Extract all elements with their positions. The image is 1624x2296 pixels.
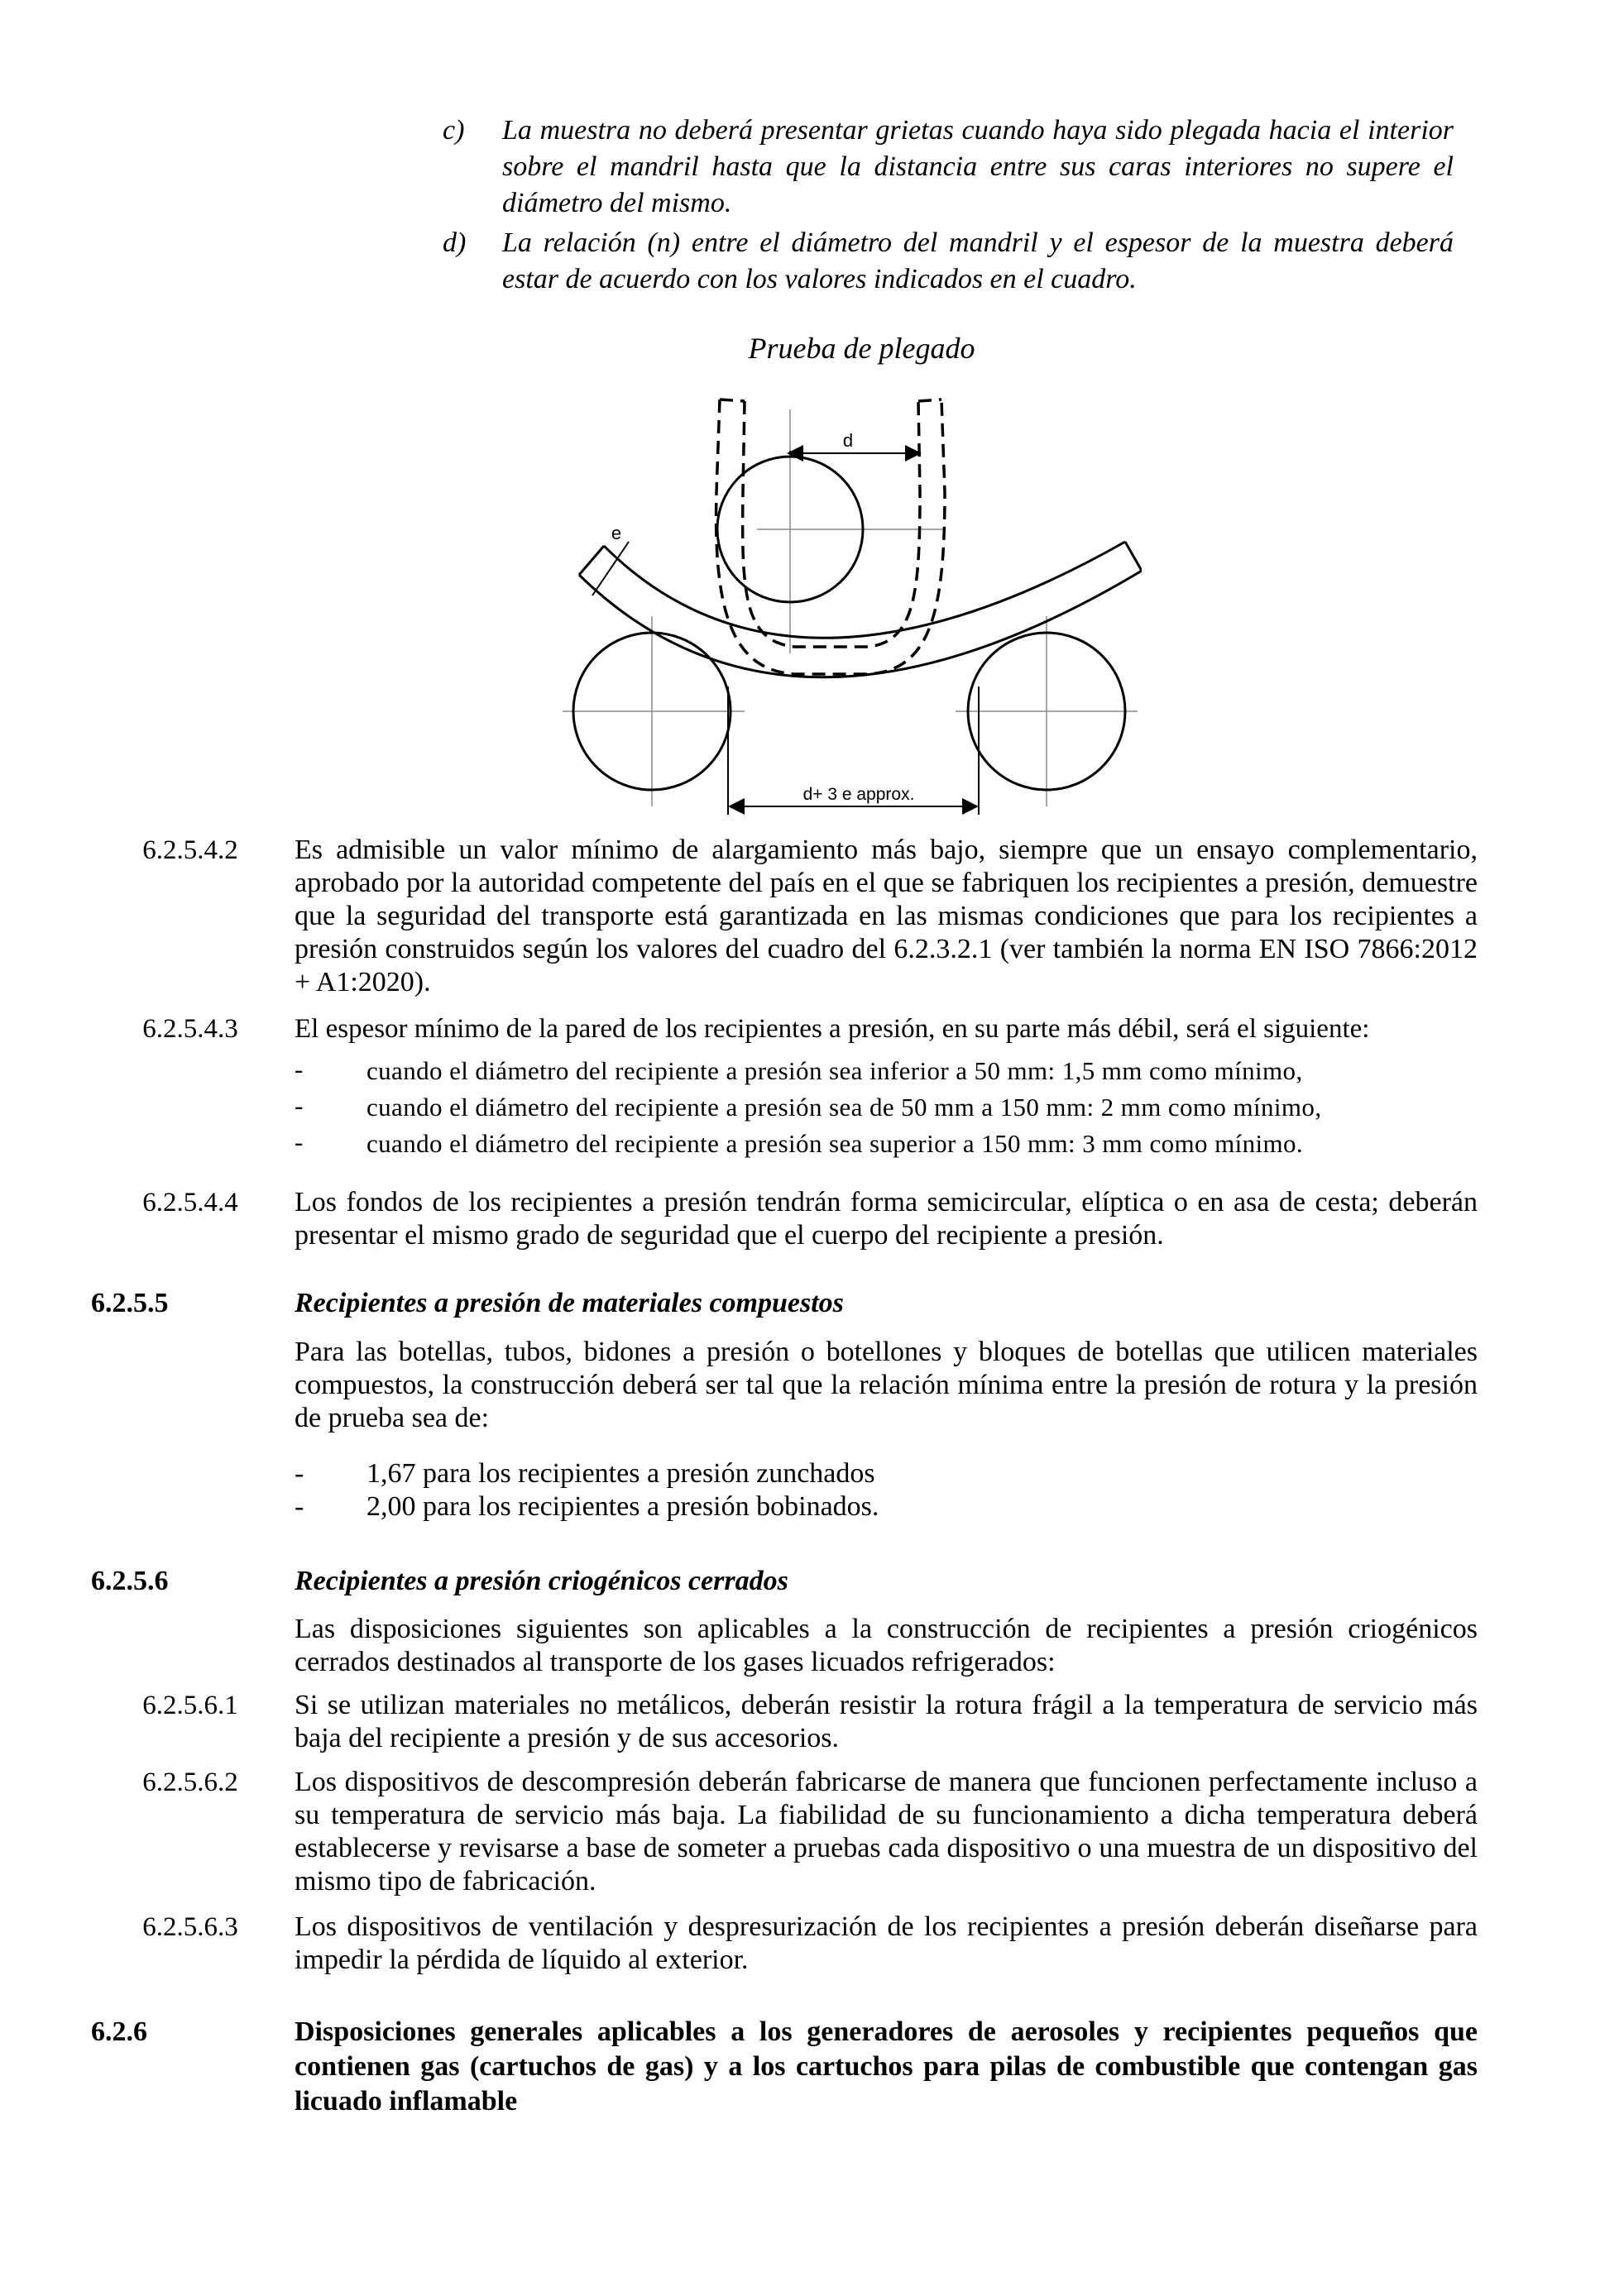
section-heading-title: Disposiciones generales aplicables a los generadores de aerosoles y recipientes pequeños que contienen gas (cartuchos de gas) y a los cartuchos para pilas de combustible que contengan gas licuado inflamable [295, 2016, 1478, 2117]
section-number: 6.2.5.4.2 [142, 835, 238, 865]
section-heading-title: Recipientes a presión de materiales compuestos [295, 1288, 844, 1318]
paragraph: Los dispositivos de descompresión deberán fabricarse de manera que funcionen perfectamente incluso a su temperatura de servicio más baja. La fiabilidad de su funcionamiento a dicha temperatura deberá establecerse y revisarse a base de someter a pruebas cada dispositivo o una muestra de un dispositivo del mismo tipo de fabricación. [295, 1767, 1478, 1897]
paragraph: Las disposiciones siguientes son aplicables a la construcción de recipientes a presión criogénicos cerrados destinados al transporte de los gases licuados refrigerados: [295, 1614, 1478, 1677]
section-number: 6.2.5.4.3 [142, 1014, 238, 1044]
bullet-dash: - [295, 1127, 304, 1156]
section-number: 6.2.5.6.1 [142, 1691, 238, 1720]
paragraph: Los fondos de los recipientes a presión tendrán forma semicircular, elíptica o en asa de cesta; deberán presentar el mismo grado de seguridad que el cuerpo del recipiente a presión. [295, 1187, 1478, 1251]
figure-label-e: e [611, 523, 622, 543]
section-number: 6.2.5.6.2 [142, 1767, 238, 1797]
bullet-text: 2,00 para los recipientes a presión bobinados. [366, 1491, 879, 1522]
item-label: c) [443, 115, 465, 146]
paragraph: Los dispositivos de ventilación y despresurización de los recipientes a presión deberán diseñarse para impedir la pérdida de líquido al exterior. [295, 1911, 1478, 1975]
figure-label-d: d [842, 430, 854, 451]
bullet-text: cuando el diámetro del recipiente a presión sea inferior a 50 mm: 1,5 mm como mínimo, [366, 1056, 1303, 1085]
item-text: La relación (n) entre el diámetro del mandril y el espesor de la muestra deberá estar de acuerdo con los valores indicados en el cuadro. [502, 227, 1454, 294]
figure-label-bottom: d+ 3 e approx. [802, 785, 915, 804]
paragraph: Es admisible un valor mínimo de alargamiento más bajo, siempre que un ensayo complementario, aprobado por la autoridad competente del país en el que se fabriquen los recipientes a presión, demuestre que la seguridad del transporte está garantizada en las mismas condiciones que para los recipientes a presión construidos según los valores del cuadro del 6.2.3.2.1 (ver también la norma EN ISO 7866:2012 + A1:2020). [295, 835, 1478, 997]
section-heading-number: 6.2.5.6 [91, 1566, 169, 1596]
bending-test-figure [563, 389, 1142, 819]
bullet-text: cuando el diámetro del recipiente a presión sea superior a 150 mm: 3 mm como mínimo. [366, 1129, 1304, 1158]
section-heading-title: Recipientes a presión criogénicos cerrados [295, 1566, 788, 1596]
section-number: 6.2.5.4.4 [142, 1188, 238, 1217]
item-label: d) [443, 227, 467, 258]
paragraph: Para las botellas, tubos, bidones a presión o botellones y bloques de botellas que utilicen materiales compuestos, la construcción deberá ser tal que la relación mínima entre la presión de rotura y la presión de prueba sea de: [295, 1337, 1478, 1433]
bullet-dash: - [295, 1091, 304, 1120]
section-heading-number: 6.2.5.5 [91, 1288, 169, 1318]
paragraph: El espesor mínimo de la pared de los recipientes a presión, en su parte más débil, será el siguiente: [295, 1014, 1370, 1044]
figure-title: Prueba de plegado [748, 332, 975, 365]
section-heading-number: 6.2.6 [91, 2016, 147, 2047]
bullet-dash: - [295, 1491, 304, 1522]
paragraph: Si se utilizan materiales no metálicos, deberán resistir la rotura frágil a la temperatura de servicio más baja del recipiente a presión y de sus accesorios. [295, 1690, 1478, 1753]
section-number: 6.2.5.6.3 [142, 1912, 238, 1942]
bullet-dash: - [295, 1055, 304, 1083]
bullet-dash: - [295, 1458, 304, 1489]
bullet-text: cuando el diámetro del recipiente a presión sea de 50 mm a 150 mm: 2 mm como mínimo, [366, 1093, 1322, 1122]
bullet-text: 1,67 para los recipientes a presión zunchados [366, 1458, 875, 1489]
item-text: La muestra no deberá presentar grietas cuando haya sido plegada hacia el interior sobre el mandril hasta que la distancia entre sus caras interiores no supere el diámetro del mismo. [502, 115, 1454, 218]
